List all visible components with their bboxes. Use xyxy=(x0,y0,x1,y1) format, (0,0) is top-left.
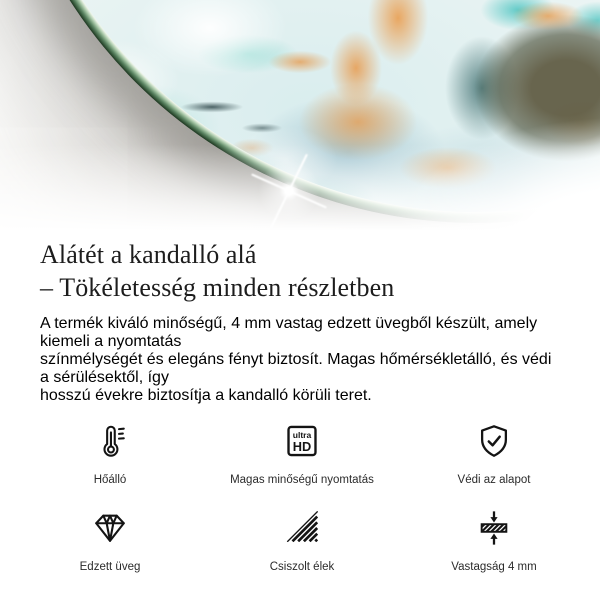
polished-edges-icon xyxy=(283,509,321,547)
product-description-section xyxy=(0,233,600,574)
feature-thickness xyxy=(398,509,590,574)
feature-label: Magas minőségű nyomtatás xyxy=(230,474,374,486)
diamond-icon xyxy=(91,509,129,547)
ultra-hd-icon-text-bottom: HD xyxy=(292,438,312,454)
hero-product-image xyxy=(0,0,600,233)
feature-tempered-glass xyxy=(14,509,206,574)
feature-label: Hőálló xyxy=(93,474,127,486)
title-line-2: – Tökéletesség minden részletben xyxy=(40,273,395,302)
feature-protects-base xyxy=(398,422,590,487)
feature-polished-edges xyxy=(206,509,398,574)
page-title xyxy=(40,238,560,304)
thermometer-icon xyxy=(91,422,129,460)
feature-label: Edzett üveg xyxy=(79,561,141,573)
description-line: színmélységét és elegáns fényt biztosít. Magas hőmérsékletálló, és védi a sérülésektől, így xyxy=(40,351,552,386)
title-line-1: Alátét a kandalló alá xyxy=(40,240,257,269)
description-line: A termék kiváló minőségű, 4 mm vastag edzett üvegből készült, amely kiemeli a nyomtatás xyxy=(40,315,538,350)
glass-disc-face xyxy=(5,0,600,212)
feature-high-quality-print xyxy=(206,422,398,487)
feature-heat-resistant xyxy=(14,422,206,487)
glass-disc xyxy=(0,0,600,223)
shield-check-icon xyxy=(475,422,513,460)
thickness-icon xyxy=(475,509,513,547)
description-line: hosszú évekre biztosítja a kandalló körüli teret. xyxy=(40,387,372,404)
ultra-hd-icon xyxy=(283,422,321,460)
feature-label: Védi az alapot xyxy=(457,474,531,486)
features-grid xyxy=(14,422,560,574)
ultra-hd-icon-text-top: ultra xyxy=(292,430,312,441)
feature-label: Vastagság 4 mm xyxy=(451,561,537,573)
marble-artwork xyxy=(5,0,600,212)
feature-label: Csiszolt élek xyxy=(269,561,335,573)
